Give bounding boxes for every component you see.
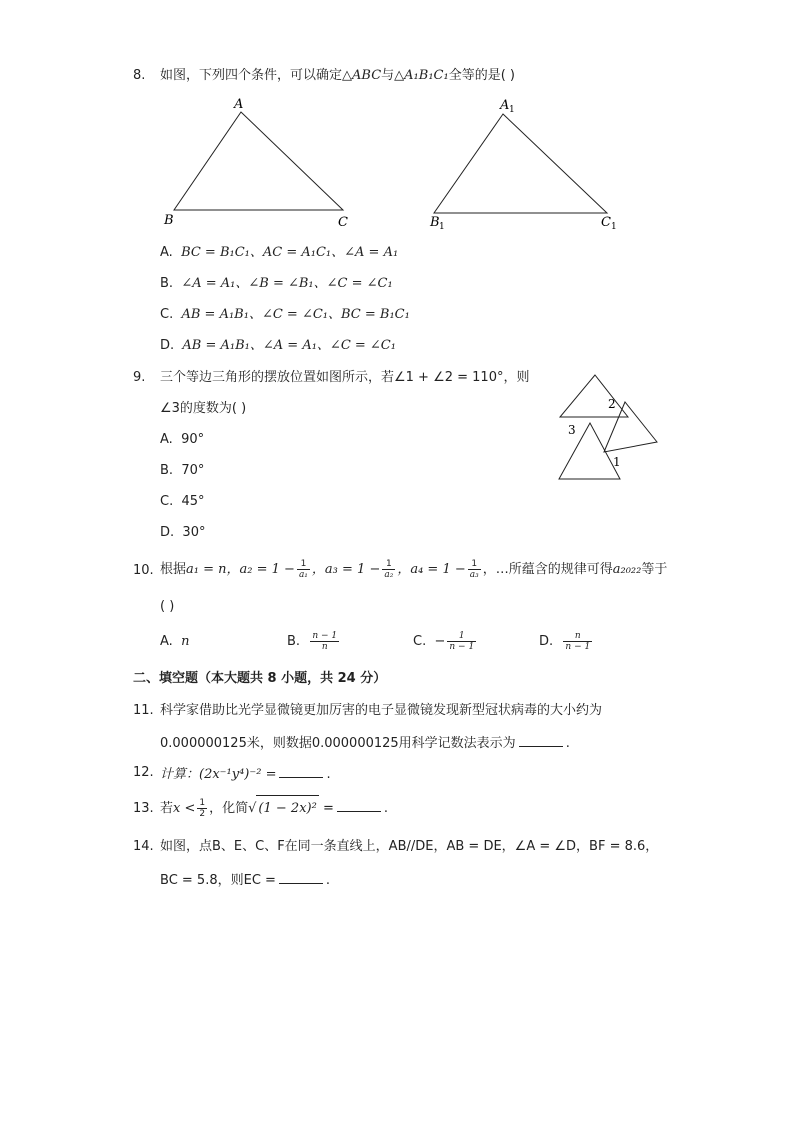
label-b: B [164,213,174,228]
fraction-one-half [197,798,207,819]
option-label: C. [413,634,427,649]
q8-triangle-abc: △ABC [342,68,382,83]
q10-option-b[interactable] [287,629,341,655]
q10-answer-paren: ( ) [160,599,175,614]
question-9-number: 9. [133,370,146,385]
q9-option-b[interactable] [160,462,204,480]
option-label: D. [160,525,175,540]
question-10-stem [160,557,667,583]
option-text: ∠A = A₁、∠B = ∠B₁、∠C = ∠C₁ [181,276,393,291]
numerator: n [563,631,592,642]
option-label: D. [160,338,175,353]
q13-mid: ，化简 [209,801,249,816]
answer-blank[interactable] [519,733,563,747]
q13-pre: 若 [160,801,174,816]
period: . [326,767,331,782]
option-label: B. [160,276,174,291]
q10-sequence-a3: ，a₃ = 1 − [311,562,381,577]
q10-option-a[interactable] [160,629,189,655]
label-a1: A [500,98,510,113]
question-8-stem [160,67,515,85]
option-fraction [310,631,339,652]
question-8-number: 8. [133,68,146,83]
top-triangle [560,375,628,417]
option-label: B. [287,634,301,649]
question-9-stem-line-1: 三个等边三角形的摆放位置如图所示，若∠1 + ∠2 = 110°，则 [160,370,530,385]
q13-radicand: (1 − 2x)² [256,795,318,822]
fraction-1-over-a1 [297,559,310,580]
option-text: AB = A₁B₁、∠A = A₁、∠C = ∠C₁ [182,338,396,353]
question-11-number: 11. [133,703,154,718]
option-fraction [447,631,476,652]
answer-blank[interactable] [279,764,323,778]
numerator: 1 [297,559,310,570]
option-label: C. [160,494,174,509]
sqrt-icon: √ [248,801,257,816]
denominator: a₁ [298,570,308,580]
option-text: 70° [181,463,205,478]
denominator: 2 [199,809,206,819]
answer-blank[interactable] [337,798,381,812]
numerator: 1 [447,631,476,642]
q9-option-a[interactable] [160,431,204,449]
answer-blank[interactable] [279,870,323,884]
fraction-1-over-a2 [382,559,395,580]
question-14-line-2 [160,870,330,890]
label-b1-sub: 1 [439,222,445,232]
label-a: A [234,97,244,112]
minus-sign: − [434,634,446,649]
denominator: n [321,642,328,652]
option-label: A. [160,245,173,260]
question-13-number: 13. [133,801,154,816]
q8-option-c[interactable] [160,306,410,324]
q11-text: 0.000000125米，则数据0.000000125用科学记数法表示为 [160,736,516,751]
question-11-line-2 [160,733,570,753]
question-9-stem-line-2: ∠3的度数为( ) [160,401,247,416]
question-11-line-1: 科学家借助比光学显微镜更加厉害的电子显微镜发现新型冠状病毒的大小约为 [160,703,603,718]
numerator: 1 [382,559,395,570]
denominator: a₃ [469,570,479,580]
angle-1-label: 1 [613,455,621,469]
angle-2-label: 2 [608,397,616,411]
q10-sequence-a4: ，a₄ = 1 − [397,562,466,577]
angle-3-label: 3 [568,423,576,437]
triangle-a1b1c1 [434,114,607,213]
q13-condition: x < [173,801,196,816]
numerator: 1 [199,798,206,808]
option-fraction [563,631,592,652]
fraction-1-over-a3 [468,559,481,580]
q10-stem-tail: ，…所蕴含的规律可得 [482,562,613,577]
period: . [565,736,570,751]
q8-stem-part-1: 如图，下列四个条件，可以确定 [160,68,343,83]
option-text: 30° [182,525,206,540]
label-c1-sub: 1 [611,222,617,232]
q8-option-b[interactable] [160,275,393,293]
equals-sign: = [322,801,334,816]
option-label: B. [160,463,174,478]
denominator: a₂ [384,570,394,580]
option-label: A. [160,634,173,649]
triangle-abc [174,112,343,210]
q8-triangle-a1b1c1: △A₁B₁C₁ [394,68,449,83]
label-a1-sub: 1 [509,105,515,115]
q10-sequence-a1-a2: a₁ = n，a₂ = 1 − [186,562,295,577]
q8-stem-part-3: 全等的是( ) [448,68,515,83]
q10-option-d[interactable] [539,629,594,655]
denominator: n − 1 [449,642,475,652]
q8-stem-part-2: 与 [381,68,395,83]
q10-option-c[interactable] [413,629,478,655]
q10-stem-end: 等于 [641,562,668,577]
q10-a2022: a₂₀₂₂ [612,562,642,577]
option-label: D. [539,634,554,649]
q8-figure [160,92,630,232]
option-label: A. [160,432,173,447]
period: . [383,801,388,816]
question-10-number: 10. [133,563,154,578]
period: . [325,873,331,888]
option-text: 90° [181,432,205,447]
option-text: 45° [181,494,205,509]
label-b1: B [430,215,440,230]
q14-text: BC = 5.8，则EC = [160,873,276,888]
option-text: n [181,634,190,649]
question-12-stem [160,764,331,784]
section-2-title: 二、填空题（本大题共 8 小题，共 24 分） [133,671,387,686]
q8-option-d[interactable] [160,337,396,355]
label-c1: C [601,215,611,230]
q10-stem-part: 根据 [160,562,187,577]
option-label: C. [160,307,174,322]
numerator: 1 [468,559,481,570]
numerator: n − 1 [312,631,338,641]
label-c: C [338,215,348,230]
q9-option-d[interactable] [160,524,205,542]
option-text: AB = A₁B₁、∠C = ∠C₁、BC = B₁C₁ [181,307,410,322]
question-14-number: 14. [133,839,154,854]
question-13-stem [160,795,388,822]
option-text: BC = B₁C₁、AC = A₁C₁、∠A = A₁ [181,245,399,260]
q9-option-c[interactable] [160,493,205,511]
q8-option-a[interactable] [160,244,398,262]
q12-expression: 计算：(2x⁻¹y⁴)⁻² = [160,767,277,782]
question-14-line-1: 如图，点B、E、C、F在同一条直线上，AB//DE，AB = DE，∠A = ∠D，BF = 8.6， [160,839,659,854]
denominator: n − 1 [565,642,591,652]
q9-figure [552,370,662,482]
question-12-number: 12. [133,765,154,780]
